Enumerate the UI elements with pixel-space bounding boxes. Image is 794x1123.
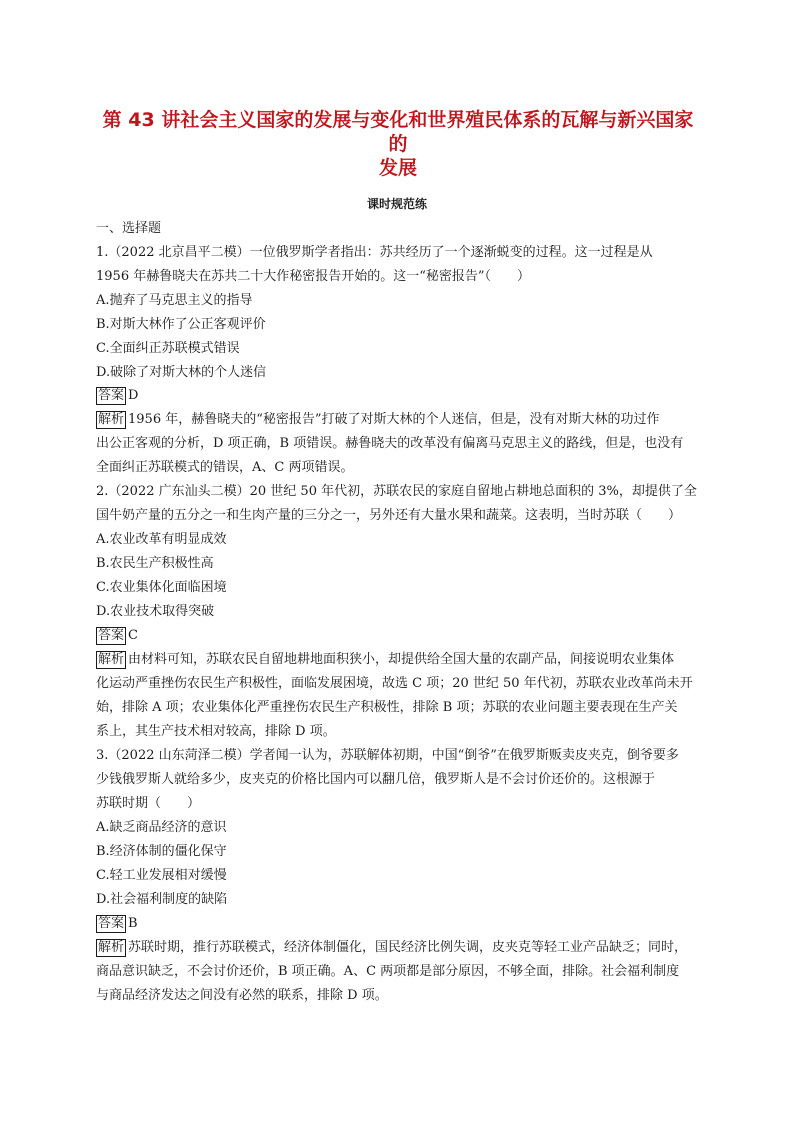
section-heading: 一、选择题 <box>96 221 162 236</box>
question-1-analysis-cont: 出公正客观的分析，D 项正确，B 项错误。赫鲁晓夫的改革没有偏离马克思主义的路线，但是，也没有 <box>96 436 684 451</box>
question-1-option-b: B.对斯大林作了公正客观评价 <box>96 317 266 332</box>
question-3-analysis-cont: 与商品经济发达之间没有必然的联系，排除 D 项。 <box>96 988 388 1003</box>
answer-value: B <box>128 916 138 931</box>
question-2-analysis-cont: 化运动严重挫伤农民生产积极性，面临发展困境，故选 C 项；20 世纪 50 年代初，苏联农业改革尚未开 <box>96 676 693 691</box>
question-2-analysis-cont: 系上，其生产技术相对较高，排除 D 项。 <box>96 724 336 739</box>
question-3-stem-cont: 少钱俄罗斯人就给多少，皮夹克的价格比国内可以翻几倍，俄罗斯人是不会讨价还价的。这根源于 <box>96 772 656 787</box>
question-3-stem: 3.（2022 山东菏泽二模）学者闻一认为，苏联解体初期，中国“倒爷”在俄罗斯贩卖皮夹克，倒爷要多 <box>96 748 679 763</box>
page-title-line-1: 第 43 讲社会主义国家的发展与变化和世界殖民体系的瓦解与新兴国家的 <box>102 109 694 155</box>
question-2-option-d: D.农业技术取得突破 <box>96 604 215 619</box>
question-1-option-d: D.破除了对斯大林的个人迷信 <box>96 365 267 380</box>
question-3-option-a: A.缺乏商品经济的意识 <box>96 820 227 835</box>
answer-label: 答案 <box>98 916 125 931</box>
question-1-stem: 1.（2022 北京昌平二模）一位俄罗斯学者指出：苏共经历了一个逐渐蜕变的过程。这一过程是从 <box>96 245 653 260</box>
answer-label: 答案 <box>98 388 125 403</box>
analysis-label: 解析 <box>98 940 125 955</box>
question-3-answer <box>96 915 138 933</box>
question-3-analysis <box>96 939 687 957</box>
question-2-analysis-cont: 始，排除 A 项；农业集体化严重挫伤农民生产积极性，排除 B 项；苏联的农业问题主要表现在生产关 <box>96 700 678 715</box>
analysis-label: 解析 <box>98 412 125 427</box>
page-title-line-2: 发展 <box>378 157 417 179</box>
question-3-option-b: B.经济体制的僵化保守 <box>96 844 227 859</box>
question-2-option-c: C.农业集体化面临困境 <box>96 580 227 595</box>
analysis-text: 1956 年，赫鲁晓夫的“秘密报告”打破了对斯大林的个人迷信，但是，没有对斯大林的功过作 <box>128 412 660 427</box>
question-1-stem-cont: 1956 年赫鲁晓夫在苏共二十大作秘密报告开始的。这一“秘密报告”（ ） <box>96 269 531 284</box>
analysis-text: 由材料可知，苏联农民自留地耕地面积狭小，却提供给全国大量的农副产品，间接说明农业集体 <box>128 652 675 667</box>
question-2-option-b: B.农民生产积极性高 <box>96 556 214 571</box>
page-subtitle: 课时规范练 <box>366 197 427 211</box>
question-2-stem: 2.（2022 广东汕头二模）20 世纪 50 年代初，苏联农民的家庭自留地占耕地总面积的 3%，却提供了全 <box>96 484 697 499</box>
analysis-text: 苏联时期，推行苏联模式，经济体制僵化，国民经济比例失调，皮夹克等轻工业产品缺乏；同时， <box>128 940 688 955</box>
analysis-label: 解析 <box>98 652 125 667</box>
question-3-option-d: D.社会福利制度的缺陷 <box>96 892 228 907</box>
question-1-option-c: C.全面纠正苏联模式错误 <box>96 341 240 356</box>
question-3-analysis-cont: 商品意识缺乏，不会讨价还价，B 项正确。A、C 两项都是部分原因，不够全面，排除。社会福利制度 <box>96 964 680 979</box>
question-2-answer <box>96 627 138 645</box>
answer-label: 答案 <box>98 628 125 643</box>
answer-value: C <box>128 628 138 643</box>
question-3-stem-cont: 苏联时期（ ） <box>96 796 201 811</box>
question-1-option-a: A.抛弃了马克思主义的指导 <box>96 293 253 308</box>
question-3-option-c: C.轻工业发展相对缓慢 <box>96 868 227 883</box>
answer-value: D <box>128 388 139 403</box>
question-2-option-a: A.农业改革有明显成效 <box>96 532 227 547</box>
question-1-analysis-cont: 全面纠正苏联模式的错误，A、C 两项错误。 <box>96 460 354 475</box>
question-1-analysis <box>96 411 660 429</box>
question-2-stem-cont: 国牛奶产量的五分之一和生肉产量的三分之一，另外还有大量水果和蔬菜。这表明，当时苏联（ ） <box>96 508 682 523</box>
question-1-answer <box>96 387 138 405</box>
question-2-analysis <box>96 651 674 669</box>
